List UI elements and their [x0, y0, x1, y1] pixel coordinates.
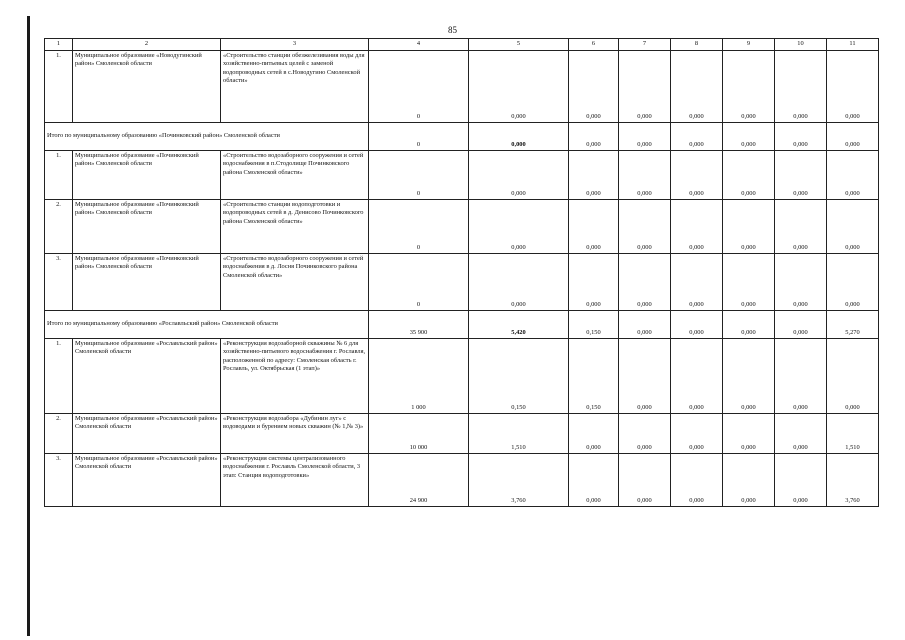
value-col-10: 0,000 [775, 414, 827, 454]
value-col-10: 0,000 [775, 151, 827, 200]
value-col-8: 0,000 [671, 151, 723, 200]
value-col-6: 0,150 [569, 339, 619, 414]
value-col-5: 0,000 [469, 200, 569, 254]
page-number: 85 [448, 25, 457, 35]
project-cell: «Строительство станции водоподготовки и водопроводных сетей в д. Денисово Починковского района Смоленской области» [221, 200, 369, 254]
value-col-9: 0,000 [723, 200, 775, 254]
value-col-8: 0,000 [671, 200, 723, 254]
row-index: 2. [45, 414, 73, 454]
value-col-5: 0,150 [469, 339, 569, 414]
value-col-10: 0,000 [775, 123, 827, 151]
column-number-3: 3 [221, 39, 369, 51]
program-table [44, 38, 879, 507]
municipality-cell: Муниципальное образование «Рославльский район» Смоленской области [73, 414, 221, 454]
value-col-10: 0,000 [775, 311, 827, 339]
value-col-11: 5,270 [827, 311, 879, 339]
value-col-5: 3,760 [469, 454, 569, 507]
value-col-9: 0,000 [723, 51, 775, 123]
column-number-4: 4 [369, 39, 469, 51]
value-col-5: 0,000 [469, 123, 569, 151]
municipality-cell: Муниципальное образование «Рославльский район» Смоленской области [73, 339, 221, 414]
value-col-9: 0,000 [723, 454, 775, 507]
value-col-5: 1,510 [469, 414, 569, 454]
value-col-5: 0,000 [469, 151, 569, 200]
value-col-7: 0,000 [619, 254, 671, 311]
value-col-6: 0,000 [569, 123, 619, 151]
column-number-5: 5 [469, 39, 569, 51]
row-index: 1. [45, 51, 73, 123]
value-col-5: 5,420 [469, 311, 569, 339]
value-col-8: 0,000 [671, 254, 723, 311]
column-number-6: 6 [569, 39, 619, 51]
project-cell: «Строительство водозаборного сооружения и сетей водоснабжения в д. Лосня Починковского района Смоленской области» [221, 254, 369, 311]
value-col-7: 0,000 [619, 51, 671, 123]
value-col-4: 1 000 [369, 339, 469, 414]
value-col-10: 0,000 [775, 254, 827, 311]
table-header-row [45, 39, 879, 51]
value-col-11: 0,000 [827, 123, 879, 151]
total-row [45, 311, 879, 339]
value-col-8: 0,000 [671, 454, 723, 507]
value-col-8: 0,000 [671, 414, 723, 454]
project-cell: «Строительство станции обезжелезивания воды для хозяйственно-питьевых целей с заменой водопроводных сетей в с.Новодугино Смоленской области» [221, 51, 369, 123]
value-col-7: 0,000 [619, 200, 671, 254]
value-col-6: 0,000 [569, 51, 619, 123]
value-col-8: 0,000 [671, 339, 723, 414]
project-cell: «Строительство водозаборного сооружения и сетей водоснабжения в п.Стодолище Починковского района Смоленской области» [221, 151, 369, 200]
column-number-9: 9 [723, 39, 775, 51]
value-col-10: 0,000 [775, 339, 827, 414]
value-col-9: 0,000 [723, 339, 775, 414]
value-col-10: 0,000 [775, 51, 827, 123]
value-col-9: 0,000 [723, 414, 775, 454]
value-col-4: 0 [369, 123, 469, 151]
value-col-10: 0,000 [775, 200, 827, 254]
municipality-cell: Муниципальное образование «Новодугинский район» Смоленской области [73, 51, 221, 123]
value-col-7: 0,000 [619, 339, 671, 414]
row-index: 1. [45, 339, 73, 414]
table-row [45, 254, 879, 311]
value-col-4: 0 [369, 51, 469, 123]
value-col-9: 0,000 [723, 151, 775, 200]
value-col-8: 0,000 [671, 51, 723, 123]
value-col-6: 0,000 [569, 414, 619, 454]
value-col-5: 0,000 [469, 254, 569, 311]
value-col-6: 0,150 [569, 311, 619, 339]
value-col-11: 3,760 [827, 454, 879, 507]
table-row [45, 51, 879, 123]
value-col-6: 0,000 [569, 151, 619, 200]
value-col-9: 0,000 [723, 311, 775, 339]
municipality-cell: Муниципальное образование «Починковский район» Смоленской области [73, 200, 221, 254]
value-col-6: 0,000 [569, 200, 619, 254]
column-number-10: 10 [775, 39, 827, 51]
value-col-7: 0,000 [619, 454, 671, 507]
value-col-7: 0,000 [619, 123, 671, 151]
value-col-4: 0 [369, 200, 469, 254]
value-col-4: 0 [369, 151, 469, 200]
value-col-6: 0,000 [569, 254, 619, 311]
municipality-cell: Муниципальное образование «Починковский район» Смоленской области [73, 254, 221, 311]
value-col-11: 0,000 [827, 51, 879, 123]
value-col-11: 1,510 [827, 414, 879, 454]
value-col-4: 35 900 [369, 311, 469, 339]
value-col-10: 0,000 [775, 454, 827, 507]
table-row [45, 414, 879, 454]
value-col-6: 0,000 [569, 454, 619, 507]
value-col-7: 0,000 [619, 151, 671, 200]
table-row [45, 454, 879, 507]
value-col-4: 10 000 [369, 414, 469, 454]
value-col-7: 0,000 [619, 311, 671, 339]
value-col-5: 0,000 [469, 51, 569, 123]
value-col-11: 0,000 [827, 254, 879, 311]
project-cell: «Реконструкция водозаборной скважины № 6 для хозяйственно-питьевого водоснабжения г. Рославля, расположенной по адресу: Смоленская область г. Рославль, ул. Октябрьская (1 этап)» [221, 339, 369, 414]
column-number-8: 8 [671, 39, 723, 51]
table-row [45, 339, 879, 414]
row-index: 3. [45, 454, 73, 507]
column-number-1: 1 [45, 39, 73, 51]
table-row [45, 151, 879, 200]
value-col-11: 0,000 [827, 200, 879, 254]
value-col-11: 0,000 [827, 151, 879, 200]
column-number-7: 7 [619, 39, 671, 51]
row-index: 2. [45, 200, 73, 254]
total-label: Итого по муниципальному образованию «Рославльский район» Смоленской области [45, 311, 369, 339]
table-row [45, 200, 879, 254]
value-col-4: 0 [369, 254, 469, 311]
value-col-9: 0,000 [723, 123, 775, 151]
municipality-cell: Муниципальное образование «Рославльский район» Смоленской области [73, 454, 221, 507]
value-col-11: 0,000 [827, 339, 879, 414]
total-row [45, 123, 879, 151]
page-edge-bar [27, 16, 30, 636]
value-col-8: 0,000 [671, 123, 723, 151]
row-index: 1. [45, 151, 73, 200]
municipality-cell: Муниципальное образование «Починковский район» Смоленской области [73, 151, 221, 200]
row-index: 3. [45, 254, 73, 311]
project-cell: «Реконструкция системы централизованного водоснабжения г. Рославль Смоленской области, 3 этап: Станция водоподготовки» [221, 454, 369, 507]
value-col-8: 0,000 [671, 311, 723, 339]
value-col-7: 0,000 [619, 414, 671, 454]
value-col-4: 24 900 [369, 454, 469, 507]
project-cell: «Реконструкция водозабора «Дубинин луг» с водоводами и бурением новых скважин (№ 1,№ 3)» [221, 414, 369, 454]
value-col-9: 0,000 [723, 254, 775, 311]
total-label: Итого по муниципальному образованию «Починковский район» Смоленской области [45, 123, 369, 151]
column-number-11: 11 [827, 39, 879, 51]
column-number-2: 2 [73, 39, 221, 51]
